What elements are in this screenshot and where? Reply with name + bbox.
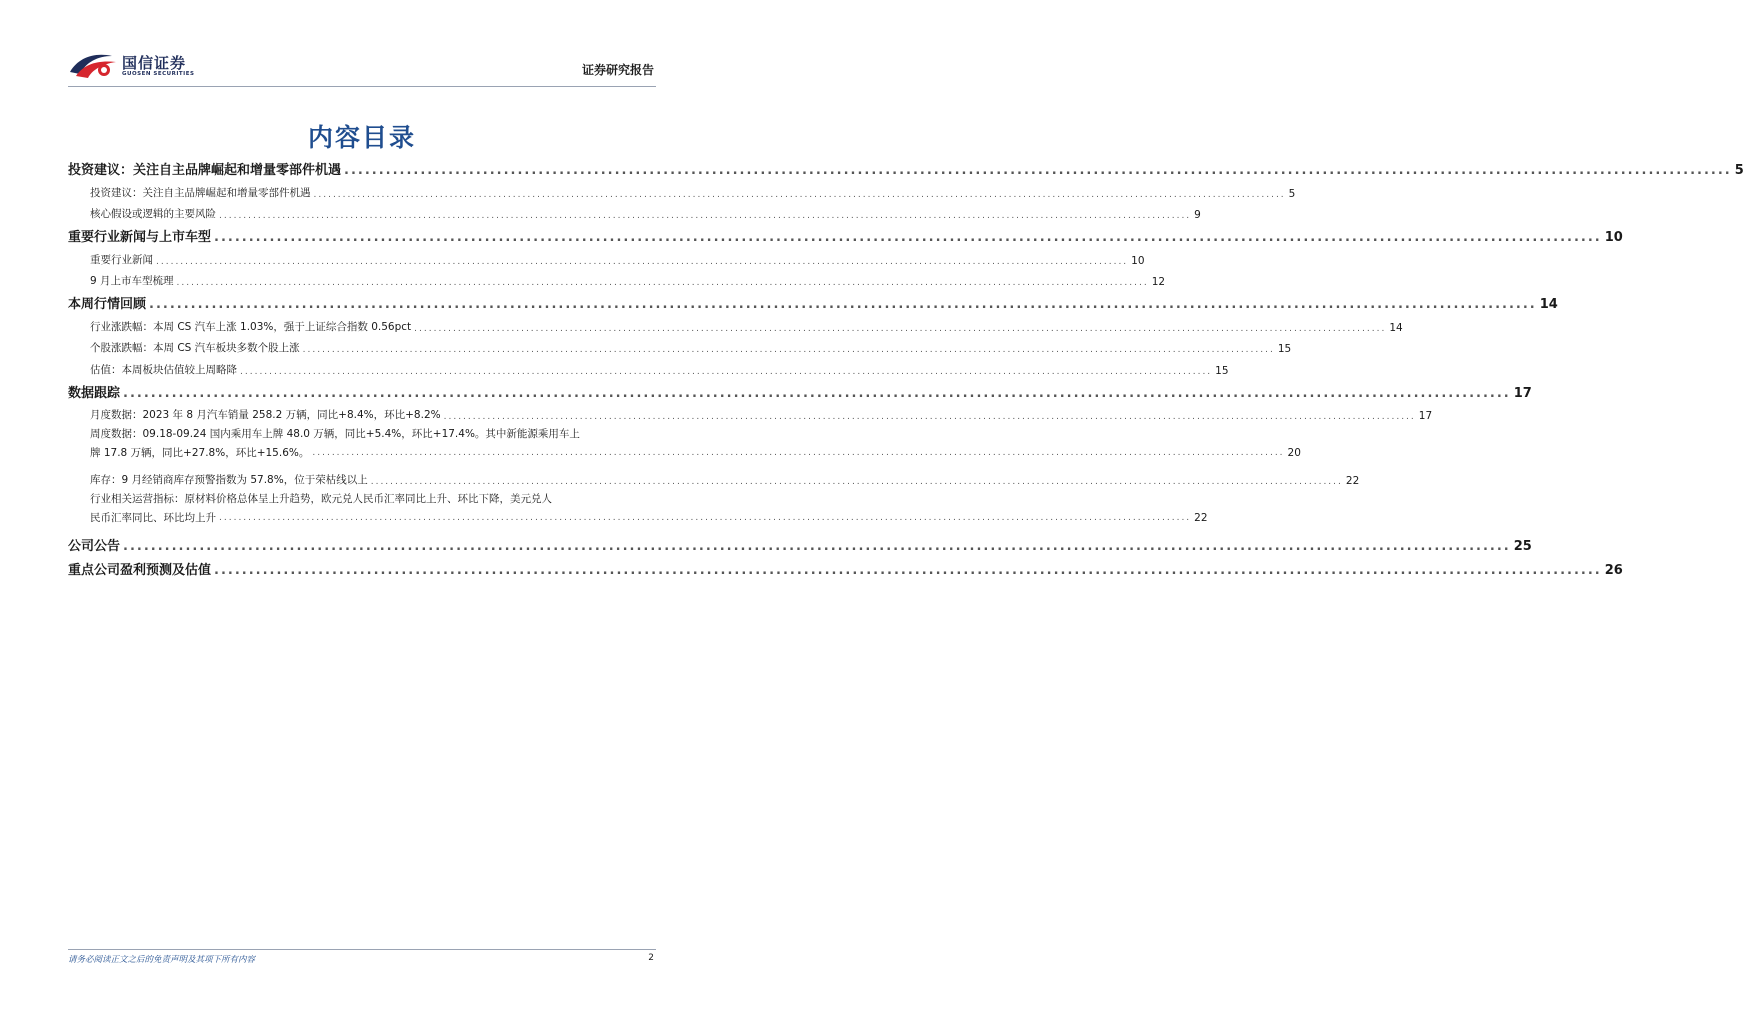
- toc-entry-level2[interactable]: [68, 334, 1292, 356]
- toc-entry-level1[interactable]: [68, 221, 1623, 245]
- toc-entry-level2[interactable]: [68, 465, 1360, 487]
- toc-entry-label: 库存：9 月经销商库存预警指数为 57.8%，位于荣枯线以上: [90, 473, 368, 486]
- toc-leader-dots: ........................................................................................................................................................................................................: [176, 278, 1149, 288]
- toc-entry-label: 重要行业新闻与上市车型: [68, 230, 212, 245]
- toc-entry-label: 本周行情回顾: [68, 297, 147, 312]
- toc-entry-page: 10: [1604, 230, 1623, 245]
- toc-entry-page: 15: [1215, 364, 1229, 377]
- toc-entry-page: 17: [1418, 410, 1433, 422]
- toc-entry-label-line1: 周度数据：09.18-09.24 国内乘用车上牌 48.0 万辆，同比+5.4%，环比+17.4%。其中新能源乘用车上: [90, 428, 580, 440]
- toc-leader-dots: ........................................................................................................................................................................................................: [219, 512, 1192, 523]
- toc-leader-dots: ........................................................................................................................................................................................................: [219, 211, 1192, 221]
- toc-leader-dots: ........................................................................................................................................................................................................: [312, 448, 1285, 458]
- toc-leader-dots: ........................................................................................................................................................................................................: [302, 345, 1275, 355]
- toc-leader-dots: ........................................................................................................................................................................................................: [214, 230, 1602, 245]
- toc-entry-page: 20: [1287, 447, 1301, 459]
- toc-entry-level1[interactable]: [68, 288, 1558, 312]
- toc-entry-level2[interactable]: [68, 312, 1403, 334]
- header-divider: [68, 86, 656, 87]
- toc-entry-page: 22: [1345, 474, 1360, 487]
- toc-entry-label: 核心假设或逻辑的主要风险: [90, 208, 216, 220]
- toc-entry-level2[interactable]: [68, 487, 1208, 530]
- toc-entry-label: 个股涨跌幅：本周 CS 汽车板块多数个股上涨: [90, 342, 300, 354]
- toc-entry-page: 9: [1194, 209, 1201, 221]
- logo-name: 国信证券: [122, 54, 187, 72]
- guosen-logo-icon: [68, 50, 118, 80]
- toc-entry-page: 25: [1513, 538, 1532, 554]
- toc-entry-page: 10: [1131, 254, 1145, 267]
- toc-leader-dots: ........................................................................................................................................................................................................: [214, 562, 1602, 578]
- toc-entry-level2[interactable]: [68, 245, 1145, 267]
- toc-leader-dots: ........................................................................................................................................................................................................: [149, 297, 1537, 312]
- company-logo: [68, 48, 228, 84]
- toc-leader-dots: ........................................................................................................................................................................................................: [156, 256, 1129, 267]
- toc-entry-label: 行业涨跌幅：本周 CS 汽车上涨 1.03%，强于上证综合指数 0.56pct: [90, 320, 412, 333]
- toc-entry-label-line2: 牌 17.8 万辆，同比+27.8%，环比+15.6%。: [90, 447, 310, 459]
- toc-entry-label: 重要行业新闻: [90, 253, 153, 266]
- toc-leader-dots: ........................................................................................................................................................................................................: [370, 476, 1343, 487]
- toc-leader-dots: ........................................................................................................................................................................................................: [123, 538, 1511, 554]
- table-of-contents: [68, 154, 1744, 578]
- toc-entry-level2[interactable]: [68, 422, 1301, 465]
- toc-entry-label: 公司公告: [68, 538, 121, 554]
- toc-entry-page: 26: [1604, 562, 1623, 578]
- page-header: [68, 48, 656, 88]
- toc-entry-label: 投资建议：关注自主品牌崛起和增量零部件机遇: [90, 186, 311, 199]
- toc-entry-level2[interactable]: [68, 267, 1166, 289]
- toc-entry-level2[interactable]: [68, 200, 1201, 222]
- toc-entry-level1[interactable]: [68, 377, 1532, 401]
- logo-english-name: GUOSEN SECURITIES: [122, 71, 195, 77]
- toc-entry-label: 估值：本周板块估值较上周略降: [90, 363, 237, 376]
- toc-entry-level2[interactable]: [68, 355, 1229, 377]
- toc-entry-label: 重点公司盈利预测及估值: [68, 562, 212, 578]
- toc-entry-level2[interactable]: [68, 401, 1433, 423]
- toc-leader-dots: ........................................................................................................................................................................................................: [240, 366, 1213, 377]
- toc-entry-label-line2: 民币汇率同比、环比均上升: [90, 511, 216, 524]
- toc-entry-level1[interactable]: [68, 554, 1623, 578]
- toc-title: 内容目录: [307, 123, 416, 152]
- toc-entry-page: 14: [1389, 321, 1403, 334]
- toc-leader-dots: ........................................................................................................................................................................................................: [123, 385, 1511, 401]
- page-number: 2: [648, 953, 654, 963]
- toc-entry-page: 14: [1539, 297, 1558, 312]
- toc-entry-label: 9 月上市车型梳理: [90, 275, 174, 287]
- toc-entry-label: 月度数据：2023 年 8 月汽车销量 258.2 万辆，同比+8.4%，环比+8.2%: [90, 409, 441, 421]
- toc-leader-dots: ........................................................................................................................................................................................................: [443, 412, 1416, 422]
- toc-entry-page: 15: [1277, 343, 1292, 355]
- toc-entry-label-line1: 行业相关运营指标：原材料价格总体呈上升趋势，欧元兑人民币汇率同比上升、环比下降，美元兑人: [90, 492, 552, 505]
- footer-disclaimer: 请务必阅读正文之后的免责声明及其项下所有内容: [68, 955, 256, 965]
- toc-entry-page: 17: [1513, 385, 1532, 401]
- toc-leader-dots: ........................................................................................................................................................................................................: [414, 323, 1387, 334]
- footer-divider: [68, 949, 656, 950]
- toc-entry-level1[interactable]: [68, 154, 1744, 178]
- toc-entry-label: 投资建议：关注自主品牌崛起和增量零部件机遇: [68, 163, 342, 178]
- toc-entry-page: 12: [1151, 276, 1166, 288]
- toc-leader-dots: ........................................................................................................................................................................................................: [313, 189, 1286, 200]
- toc-entry-page: 5: [1288, 187, 1296, 200]
- toc-leader-dots: ........................................................................................................................................................................................................: [344, 163, 1732, 178]
- toc-entry-label: 数据跟踪: [68, 385, 121, 401]
- toc-entry-page: 5: [1734, 163, 1744, 178]
- toc-entry-page: 22: [1194, 511, 1208, 524]
- toc-entry-level2[interactable]: [68, 178, 1296, 200]
- toc-entry-level1[interactable]: [68, 530, 1532, 554]
- report-type: 证券研究报告: [581, 63, 654, 77]
